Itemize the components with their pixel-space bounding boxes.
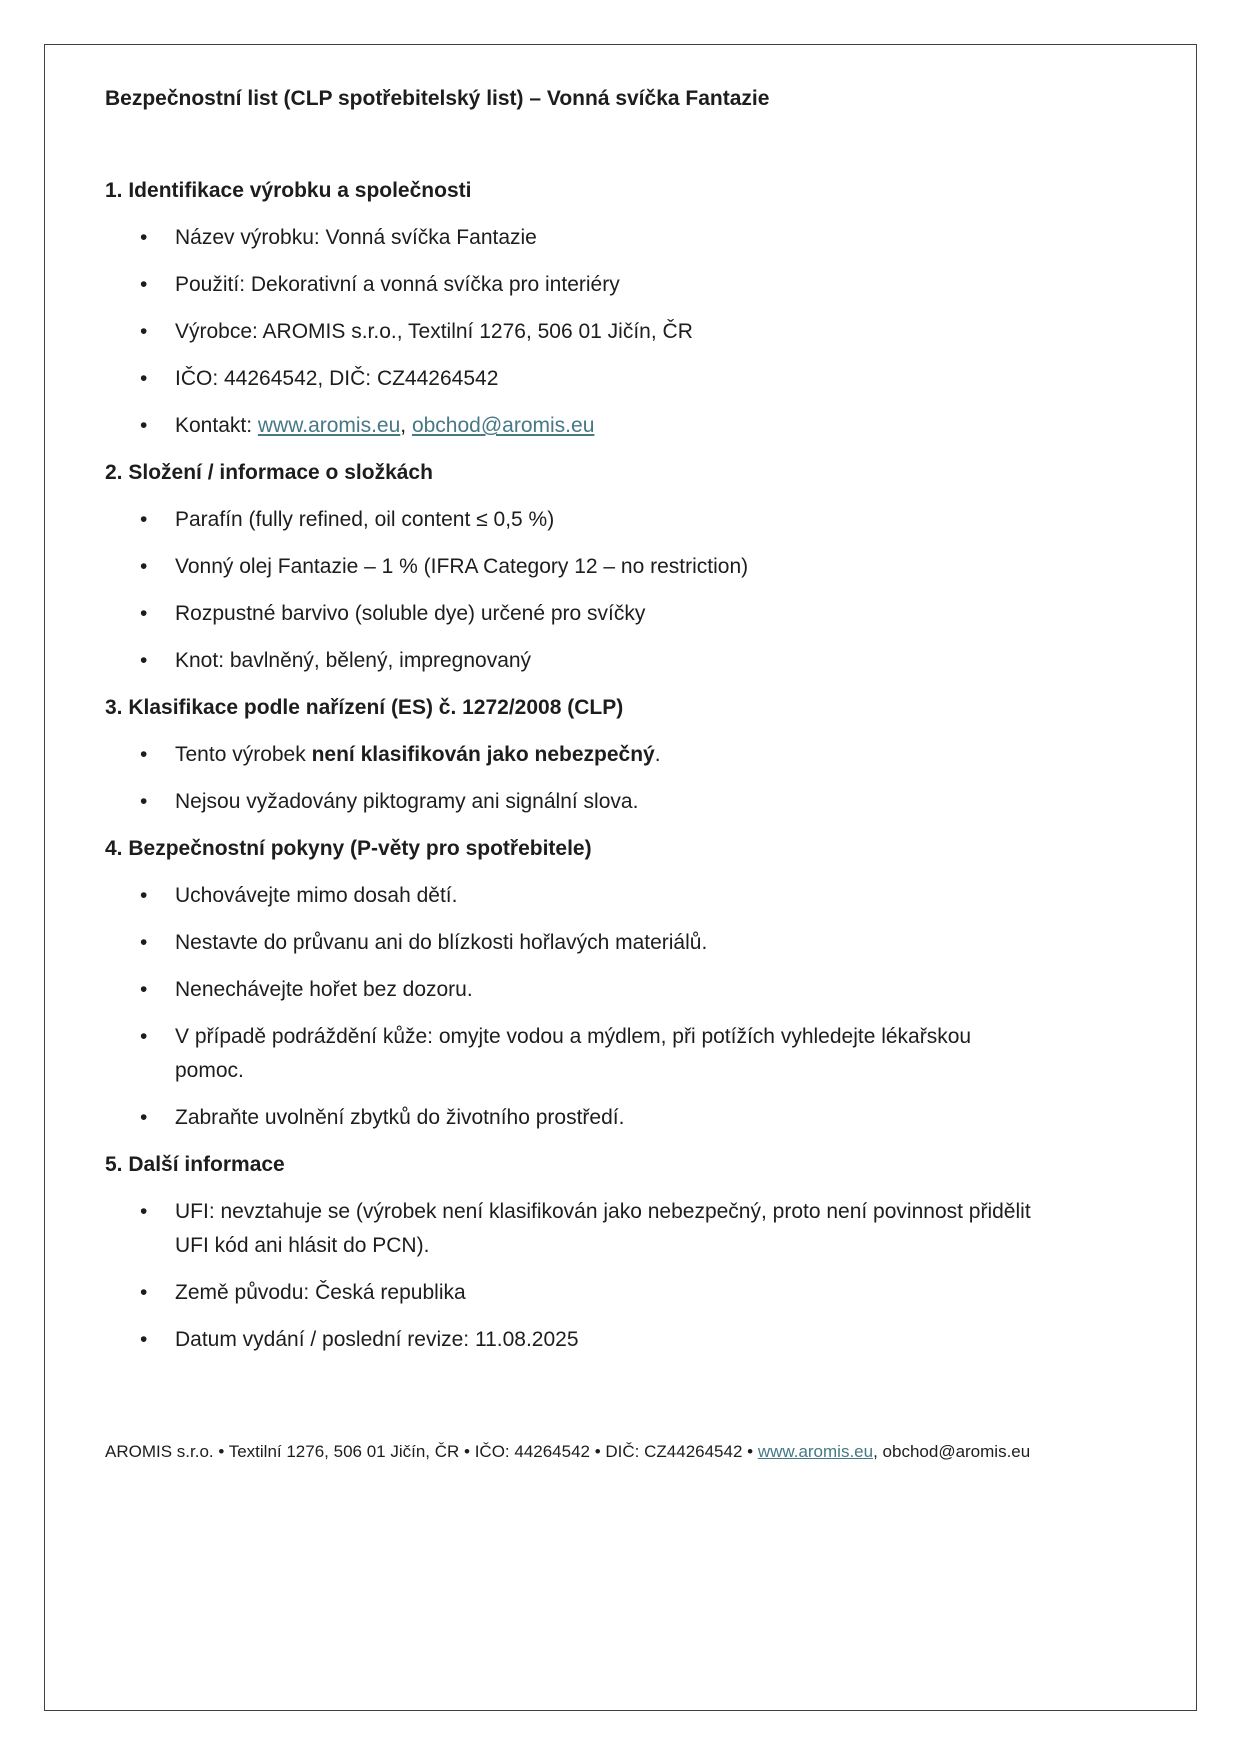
document-content <box>105 82 1137 1370</box>
list-item <box>105 409 1137 443</box>
list-item <box>105 1276 1137 1310</box>
bullet-icon: • <box>140 978 148 1001</box>
list-item <box>105 785 1137 819</box>
bullet-text <box>175 738 661 772</box>
list-item <box>105 268 1137 302</box>
list-item <box>105 879 1137 913</box>
website-link[interactable]: www.aromis.eu <box>257 414 401 437</box>
list-item <box>105 1020 1137 1088</box>
document-title: Bezpečnostní list (CLP spotřebitelský list) – Vonná svíčka Fantazie <box>105 87 770 110</box>
bullet-icon: • <box>140 743 148 766</box>
list-item <box>105 362 1137 396</box>
footer-text: AROMIS s.r.o. • Textilní 1276, 506 01 Jičín, ČR • IČO: 44264542 • DIČ: CZ44264542 • <box>105 1442 758 1461</box>
bullet-icon: • <box>140 1328 148 1351</box>
section-heading: 2. Složení / informace o složkách <box>105 461 433 484</box>
bullet-icon: • <box>140 508 148 531</box>
section-heading: 3. Klasifikace podle nařízení (ES) č. 1272/2008 (CLP) <box>105 696 624 719</box>
bullet-icon: • <box>140 555 148 578</box>
bullet-icon: • <box>140 602 148 625</box>
bullet-icon: • <box>140 1200 148 1223</box>
bullet-text: IČO: 44264542, DIČ: CZ44264542 <box>175 367 499 390</box>
bullet-text: Nejsou vyžadovány piktogramy ani signální slova. <box>175 790 639 813</box>
bullet-text: V případě podráždění kůže: omyjte vodou a mýdlem, při potížích vyhledejte lékařskou pomoc. <box>175 1025 972 1082</box>
bullet-text: Název výrobku: Vonná svíčka Fantazie <box>175 226 537 249</box>
bullet-list <box>105 738 1137 819</box>
bullet-text: UFI: nevztahuje se (výrobek není klasifikován jako nebezpečný, proto není povinnost přidělit UFI kód ani hlásit do PCN). <box>175 1200 1031 1257</box>
bullet-text: Použití: Dekorativní a vonná svíčka pro interiéry <box>175 273 620 296</box>
list-item <box>105 926 1137 960</box>
bullet-text: Parafín (fully refined, oil content ≤ 0,5 %) <box>175 508 555 531</box>
section-heading: 5. Další informace <box>105 1153 285 1176</box>
bullet-text: Vonný olej Fantazie – 1 % (IFRA Category 12 – no restriction) <box>175 555 749 578</box>
list-item <box>105 1101 1137 1135</box>
section-heading: 4. Bezpečnostní pokyny (P-věty pro spotřebitele) <box>105 837 592 860</box>
classification-bold: není klasifikován jako nebezpečný <box>311 743 655 766</box>
bullet-list <box>105 503 1137 678</box>
bullet-icon: • <box>140 226 148 249</box>
list-item <box>105 503 1137 537</box>
bullet-icon: • <box>140 367 148 390</box>
bullet-icon: • <box>140 931 148 954</box>
contact-label: Kontakt: <box>175 414 258 437</box>
bullet-list <box>105 1195 1137 1357</box>
bullet-text: Výrobce: AROMIS s.r.o., Textilní 1276, 506 01 Jičín, ČR <box>175 320 693 343</box>
section-heading: 1. Identifikace výrobku a společnosti <box>105 179 472 202</box>
contact-separator: , <box>400 414 412 437</box>
list-item <box>105 738 1137 772</box>
section-identification <box>105 174 1137 443</box>
footer-website-link[interactable]: www.aromis.eu <box>757 1442 874 1461</box>
bullet-text: Datum vydání / poslední revize: 11.08.2025 <box>175 1328 579 1351</box>
footer-email-text: , obchod@aromis.eu <box>873 1442 1031 1461</box>
list-item <box>105 315 1137 349</box>
section-composition <box>105 456 1137 678</box>
section-classification <box>105 691 1137 819</box>
email-link[interactable]: obchod@aromis.eu <box>411 414 595 437</box>
list-item <box>105 1195 1137 1263</box>
list-item <box>105 973 1137 1007</box>
bullet-icon: • <box>140 790 148 813</box>
section-additional-info <box>105 1148 1137 1357</box>
classification-prefix: Tento výrobek <box>175 743 312 766</box>
classification-suffix: . <box>654 743 661 766</box>
bullet-icon: • <box>140 1025 148 1048</box>
section-safety-instructions <box>105 832 1137 1135</box>
bullet-text <box>175 409 594 443</box>
bullet-text: Zabraňte uvolnění zbytků do životního prostředí. <box>175 1106 625 1129</box>
list-item <box>105 644 1137 678</box>
bullet-text: Nenechávejte hořet bez dozoru. <box>175 978 473 1001</box>
list-item <box>105 221 1137 255</box>
list-item <box>105 1323 1137 1357</box>
bullet-list <box>105 879 1137 1135</box>
list-item <box>105 550 1137 584</box>
bullet-text: Rozpustné barvivo (soluble dye) určené pro svíčky <box>175 602 646 625</box>
bullet-icon: • <box>140 414 148 437</box>
bullet-icon: • <box>140 649 148 672</box>
bullet-icon: • <box>140 273 148 296</box>
bullet-text: Země původu: Česká republika <box>175 1281 466 1304</box>
list-item <box>105 597 1137 631</box>
bullet-icon: • <box>140 320 148 343</box>
bullet-text: Knot: bavlněný, bělený, impregnovaný <box>175 649 532 672</box>
bullet-text: Nestavte do průvanu ani do blízkosti hořlavých materiálů. <box>175 931 708 954</box>
bullet-text: Uchovávejte mimo dosah dětí. <box>175 884 458 907</box>
bullet-icon: • <box>140 1106 148 1129</box>
bullet-icon: • <box>140 884 148 907</box>
bullet-list <box>105 221 1137 443</box>
bullet-icon: • <box>140 1281 148 1304</box>
page-footer <box>105 1440 1137 1464</box>
